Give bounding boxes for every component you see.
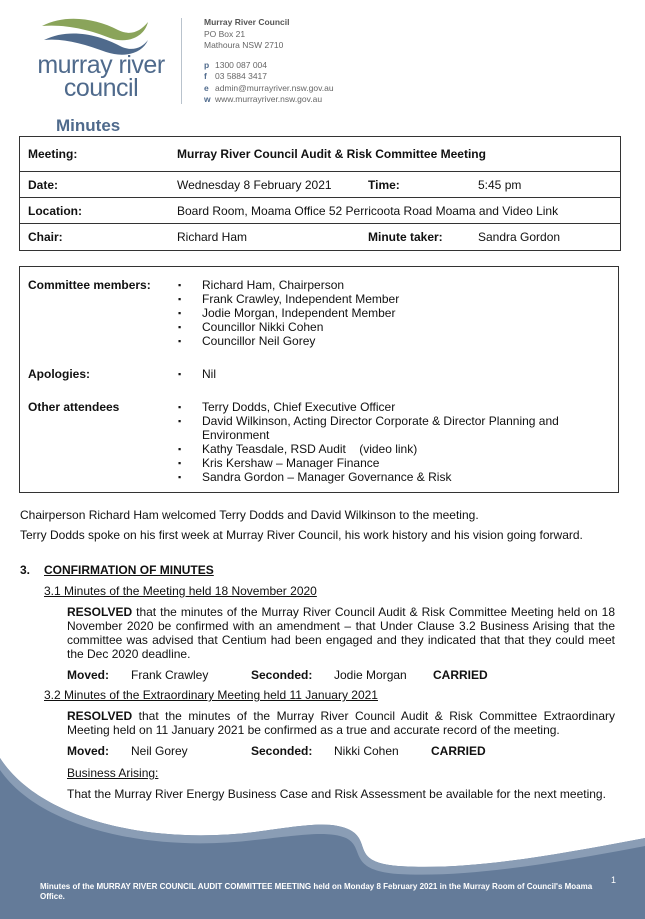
section-number: 3.: [20, 563, 31, 577]
location-value: Board Room, Moama Office 52 Perricoota Road Moama and Video Link: [177, 204, 559, 218]
apologies-list: [178, 367, 598, 381]
chair-row: [20, 224, 620, 250]
contact-block: [204, 17, 334, 106]
business-arising-text: That the Murray River Energy Business Case and Risk Assessment be available for the next meeting.: [67, 787, 606, 801]
list-item: ▪ Sandra Gordon – Manager Governance & Risk: [178, 470, 598, 484]
email-line[interactable]: e admin@murrayriver.nsw.gov.au: [204, 82, 334, 93]
address-line: PO Box 21: [204, 28, 246, 39]
org-name: Murray River Council: [204, 17, 290, 27]
location-label: Location:: [28, 204, 82, 218]
meeting-details-table: [19, 136, 621, 251]
subsection-heading: 3.1 Minutes of the Meeting held 18 November 2020: [44, 584, 317, 598]
web-line[interactable]: w www.murrayriver.nsw.gov.au: [204, 94, 323, 104]
phone-line: p 1300 087 004: [204, 59, 267, 70]
subsection-heading: 3.2 Minutes of the Extraordinary Meeting held 11 January 2021: [44, 688, 378, 702]
location-row: [20, 198, 620, 224]
attendance-box: [19, 266, 619, 493]
list-item: ▪ Frank Crawley, Independent Member: [178, 292, 598, 306]
meeting-label: Meeting:: [28, 147, 78, 161]
resolution-text: RESOLVED that the minutes of the Murray River Council Audit & Risk Committee Meeting held on 18 November 2020 be confirmed with an amendment – that Under Clause 3.2 Business Arising that the committee was advised that Centium had been engaged and they indicated that that they could meet the Dec 2020 deadline.: [67, 605, 615, 661]
time-value: 5:45 pm: [478, 178, 522, 192]
page-number: 1: [611, 875, 617, 885]
apologies-label: Apologies:: [28, 367, 90, 381]
minute-taker-value: Sandra Gordon: [478, 230, 561, 244]
list-item: ▪ Terry Dodds, Chief Executive Officer: [178, 400, 598, 414]
header-divider: [181, 18, 182, 104]
address-line: Mathoura NSW 2710: [204, 40, 284, 50]
document-title: Minutes: [56, 116, 121, 135]
council-logo-text: murray river council: [37, 51, 165, 102]
minute-taker-label: Minute taker:: [368, 230, 443, 244]
resolution-text: RESOLVED that the minutes of the Murray River Council Audit & Risk Committee Extraordinary Meeting held on 11 January 2021 be confirmed as a true and accurate record of the meeting.: [67, 709, 615, 737]
date-label: Date:: [28, 178, 59, 192]
list-item: ▪ Richard Ham, Chairperson: [178, 278, 598, 292]
council-logo-wave: [40, 16, 150, 56]
list-item: ▪ Kathy Teasdale, RSD Audit (video link): [178, 442, 598, 456]
section-heading: CONFIRMATION OF MINUTES: [44, 563, 214, 577]
intro-paragraph: Chairperson Richard Ham welcomed Terry Dodds and David Wilkinson to the meeting.: [20, 508, 479, 522]
date-value: Wednesday 8 February 2021: [177, 178, 332, 192]
intro-paragraph: Terry Dodds spoke on his first week at Murray River Council, his work history and his vision going forward.: [20, 528, 583, 542]
other-attendees-list: [178, 400, 598, 484]
other-attendees-label: Other attendees: [28, 400, 120, 414]
footer-caption: Minutes of the MURRAY RIVER COUNCIL AUDIT COMMITTEE MEETING held on Monday 8 February 2021 in the Murray Room of Council's Moama Office.: [40, 882, 593, 901]
list-item: ▪ Councillor Nikki Cohen: [178, 320, 598, 334]
time-label: Time:: [368, 178, 400, 192]
chair-value: Richard Ham: [177, 230, 248, 244]
list-item: ▪ Nil: [178, 367, 598, 381]
meeting-value: Murray River Council Audit & Risk Committee Meeting: [177, 147, 486, 161]
list-item: ▪ Kris Kershaw – Manager Finance: [178, 456, 598, 470]
list-item: ▪ Jodie Morgan, Independent Member: [178, 306, 598, 320]
business-arising-heading: Business Arising:: [67, 766, 159, 780]
motion-line: Moved: Neil Gorey Seconded: Nikki Cohen CARRIED: [67, 744, 486, 758]
list-item: ▪ David Wilkinson, Acting Director Corporate & Director Planning and Environment: [178, 414, 598, 442]
fax-line: f 03 5884 3417: [204, 71, 267, 81]
committee-members-label: Committee members:: [28, 278, 151, 292]
motion-line: Moved: Frank Crawley Seconded: Jodie Morgan CARRIED: [67, 668, 488, 682]
date-row: [20, 172, 620, 198]
chair-label: Chair:: [28, 230, 63, 244]
committee-members-list: [178, 278, 598, 348]
list-item: ▪ Councillor Neil Gorey: [178, 334, 598, 348]
meeting-row: [20, 137, 620, 172]
